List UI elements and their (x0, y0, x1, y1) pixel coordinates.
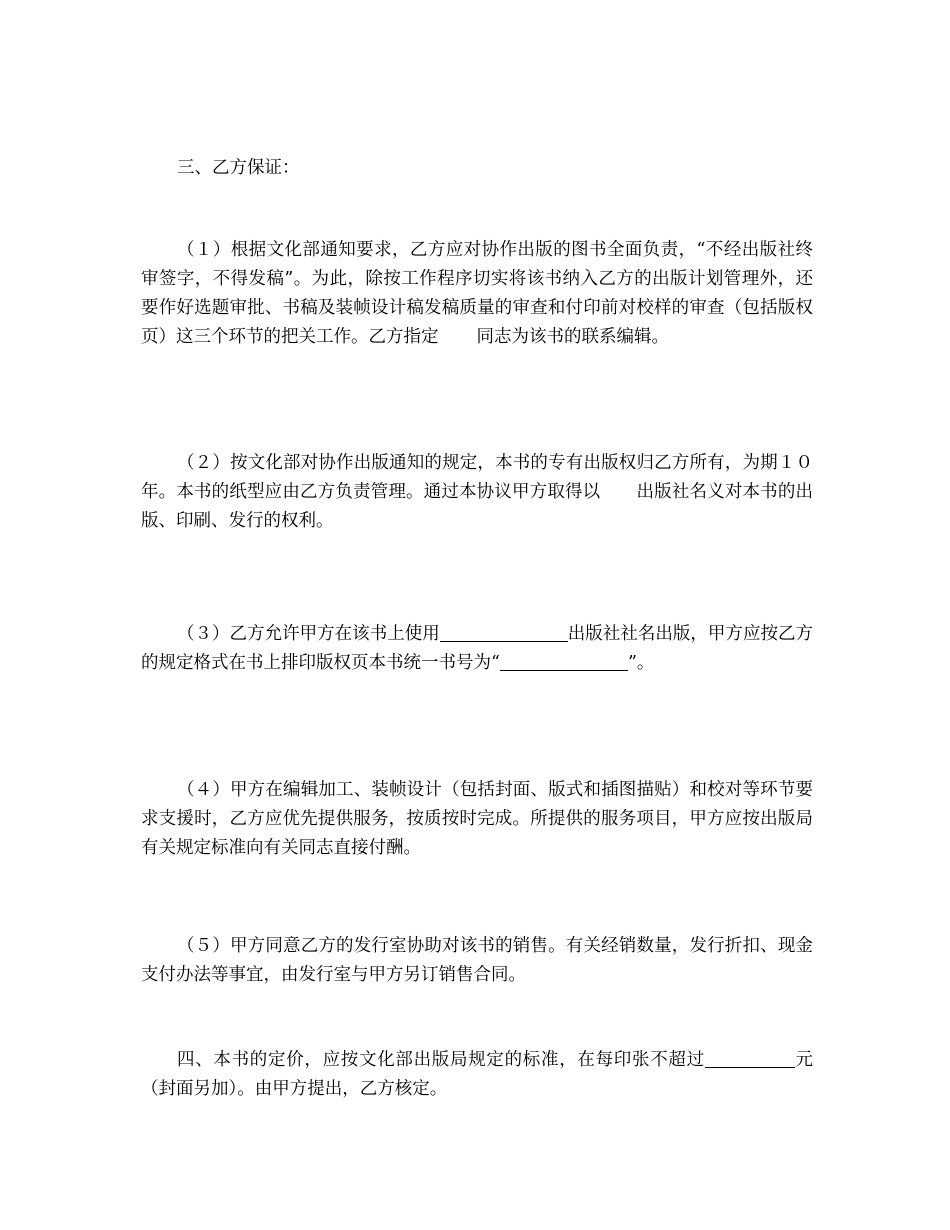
clause-3-5: （５）甲方同意乙方的发行室协助对该书的销售。有关经销数量，发行折扣、现金支付办法等事宜，由发行室与甲方另订销售合同。 (141, 936, 813, 985)
clause-3-1 (141, 236, 813, 352)
price-limit-underline-field[interactable] (705, 1049, 795, 1068)
book-number-underline-field[interactable] (500, 652, 628, 671)
clause-3-3-text-a: （３）乙方允许甲方在该书上使用 (177, 624, 440, 644)
clause-3-2-text-b: 出版社名义对本书的出版、印刷、发行的权利。 (141, 482, 814, 531)
clause-3-2 (141, 449, 813, 536)
section-4-text-b: 元（封面另加）。由甲方提出，乙方核定。 (141, 1050, 814, 1099)
clause-3-3-text-b: 出版社社名出版，甲方应按乙方的规定格式在书上排印版权页本书统一书号为“ (141, 624, 814, 673)
clause-3-1-text-a: （１）根据文化部通知要求，乙方应对协作出版的图书全面负责，“不经出版社终审签字，不得发稿”。为此，除按工作程序切实将该书纳入乙方的出版计划管理外，还要作好选题审批、书稿及装帧设计稿发稿质量的审查和付印前对校样的审查（包括版权页）这三个环节的把关工作。乙方指定 (141, 240, 813, 347)
section-3-heading: 三、乙方保证： (177, 158, 300, 178)
section-4-text-a: 四、本书的定价，应按文化部出版局规定的标准，在每印张不超过 (177, 1050, 705, 1070)
clause-3-3-text-c: ”。 (627, 653, 655, 673)
publisher-name-underline-field[interactable] (440, 623, 568, 642)
clause-3-1-text-b: 同志为该书的联系编辑。 (476, 327, 669, 347)
section-4-pricing (141, 1046, 813, 1104)
clause-3-3 (141, 620, 813, 678)
clause-3-4: （４）甲方在编辑加工、装帧设计（包括封面、版式和插图描贴）和校对等环节要求支援时，乙方应优先提供服务，按质按时完成。所提供的服务项目，甲方应按出版局有关规定标准向有关同志直接付酬。 (141, 780, 813, 858)
clause-3-2-text-a: （２）按文化部对协作出版通知的规定，本书的专有出版权归乙方所有，为期１０年。本书的纸型应由乙方负责管理。通过本协议甲方取得以 (141, 453, 813, 502)
